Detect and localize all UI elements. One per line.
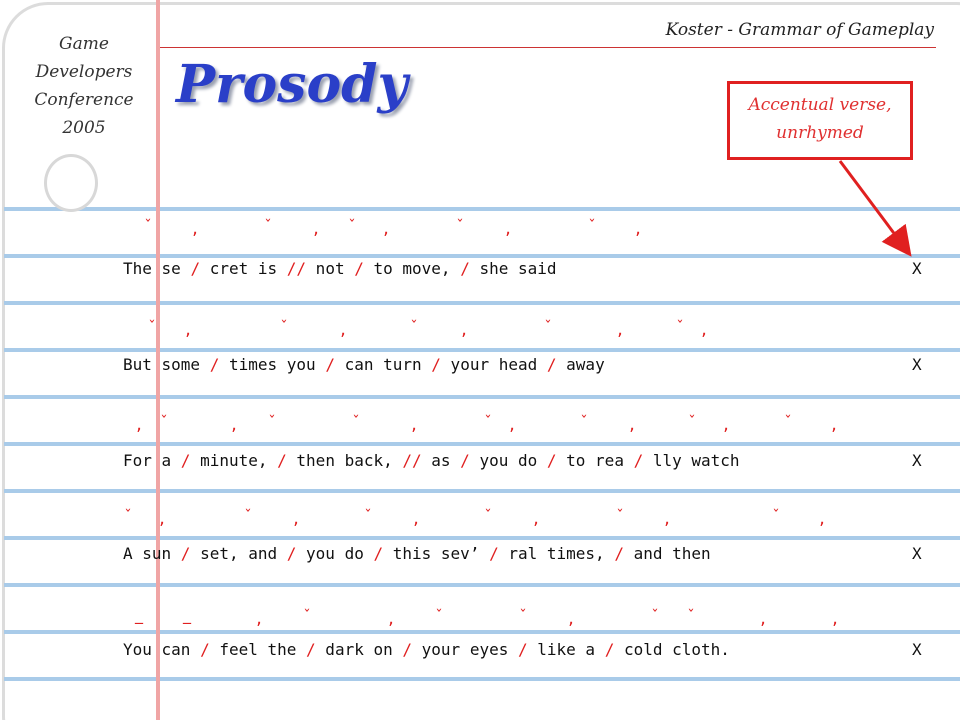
stress-mark: , [819,508,825,529]
long-mark: _ [183,605,191,624]
unstressed-mark: ˇ [303,607,311,625]
foot-separator: / [200,640,210,659]
stress-mark: , [185,319,191,340]
foot-separator: / [180,451,191,470]
verse-text: cret is [200,259,287,278]
foot-separator: / [604,640,615,659]
line-end-mark: X [912,259,922,278]
unstressed-mark: ˇ [352,413,360,431]
unstressed-mark: ˇ [544,318,552,336]
stress-mark: , [533,508,539,529]
stress-mark: , [256,608,262,629]
unstressed-mark: ˇ [160,413,168,431]
foot-separator: / [209,355,220,374]
verse-text: A sun [123,544,181,563]
stress-mark: , [664,508,670,529]
foot-separator: / [354,259,364,278]
verse-line [123,640,730,660]
unstressed-mark: ˇ [688,413,696,431]
verse-line [123,355,605,375]
unstressed-mark: ˇ [148,318,156,336]
foot-separator: / [614,544,624,563]
foot-separator: / [431,355,441,374]
verse-text: ral times, [498,544,615,563]
verse-text: this sev’ [383,544,490,563]
unstressed-mark: ˇ [268,413,276,431]
verse-line [123,259,557,279]
unstressed-mark: ˇ [588,217,596,235]
verse-text: dark on [315,640,403,659]
stress-mark: , [629,414,635,435]
verse-text: times you [219,355,326,374]
verse-text: your head [440,355,547,374]
stress-mark: , [760,608,766,629]
foot-separator: / [180,544,191,563]
verse-text: But some [123,355,210,374]
unstressed-mark: ˇ [348,217,356,235]
foot-separator: / [546,355,557,374]
stress-mark: , [635,218,641,239]
callout-line: Accentual verse, [748,95,892,115]
stress-mark: , [136,414,142,435]
unstressed-mark: ˇ [484,413,492,431]
verse-text: set, and [190,544,287,563]
verse-text: she said [469,259,557,278]
unstressed-mark: ˇ [435,607,443,625]
foot-separator: / [190,259,201,278]
stress-mark: , [293,508,299,529]
stress-mark: , [192,218,198,239]
stress-mark: , [831,414,837,435]
unstressed-mark: ˇ [772,507,780,525]
line-end-mark: X [912,640,922,659]
verse-text: away [556,355,605,374]
foot-separator: / [546,451,557,470]
verse-line [123,544,711,564]
stress-mark: , [231,414,237,435]
stress-mark: , [617,319,623,340]
foot-separator: // [286,259,307,278]
line-end-mark: X [912,544,922,563]
conference-line: Developers [35,62,133,82]
verse-text: lly watch [643,451,740,470]
stress-mark: , [505,218,511,239]
foot-separator: / [517,640,528,659]
unstressed-mark: ˇ [244,507,252,525]
verse-text: to move, [363,259,461,278]
unstressed-mark: ˇ [410,318,418,336]
verse-text: to rea [556,451,634,470]
long-mark: _ [135,605,143,624]
unstressed-mark: ˇ [616,507,624,525]
unstressed-mark: ˇ [519,607,527,625]
foot-separator: // [402,451,422,470]
stress-mark: , [411,414,417,435]
unstressed-mark: ˇ [144,217,152,235]
unstressed-mark: ˇ [484,507,492,525]
stress-mark: , [413,508,419,529]
unstressed-mark: ˇ [456,217,464,235]
foot-separator: / [373,544,384,563]
foot-separator: / [286,544,297,563]
stress-mark: , [313,218,319,239]
verse-text: For a [123,451,181,470]
verse-text: can turn [334,355,432,374]
unstressed-mark: ˇ [124,507,132,525]
unstressed-mark: ˇ [784,413,792,431]
verse-text: minute, [190,451,278,470]
conference-line: Game [59,34,109,54]
stress-mark: , [383,218,389,239]
stress-mark: , [509,414,515,435]
foot-separator: / [306,640,316,659]
foot-separator: / [402,640,413,659]
verse-text: as [421,451,461,470]
verse-line [123,451,740,471]
verse-text: you do [296,544,374,563]
verse-text: like a [527,640,605,659]
foot-separator: / [489,544,499,563]
unstressed-mark: ˇ [687,607,695,625]
conference-line: 2005 [62,118,106,138]
unstressed-mark: ˇ [676,318,684,336]
foot-separator: / [460,259,470,278]
verse-text: You can [123,640,201,659]
verse-text: and then [623,544,711,563]
stress-mark: , [832,608,838,629]
line-end-mark: X [912,355,922,374]
stress-mark: , [340,319,346,340]
stress-mark: , [461,319,467,340]
verse-text: you do [469,451,547,470]
unstressed-mark: ˇ [580,413,588,431]
verse-text: then back, [286,451,403,470]
unstressed-mark: ˇ [280,318,288,336]
verse-text: The se [123,259,191,278]
verse-text: your eyes [412,640,518,659]
credit-text: Koster - Grammar of Gameplay [665,20,934,40]
unstressed-mark: ˇ [264,217,272,235]
line-end-mark: X [912,451,922,470]
foot-separator: / [460,451,470,470]
callout-line: unrhymed [776,123,864,143]
stress-mark: , [701,319,707,340]
stress-mark: , [159,508,165,529]
foot-separator: / [633,451,644,470]
foot-separator: / [277,451,287,470]
stress-mark: , [388,608,394,629]
verse-text: not [306,259,355,278]
stress-mark: , [568,608,574,629]
verse-text: cold cloth. [614,640,730,659]
verse-text: feel the [209,640,307,659]
page-title: Prosody [176,54,408,115]
conference-line: Conference [34,90,134,110]
foot-separator: / [325,355,335,374]
stress-mark: , [723,414,729,435]
unstressed-mark: ˇ [364,507,372,525]
unstressed-mark: ˇ [651,607,659,625]
